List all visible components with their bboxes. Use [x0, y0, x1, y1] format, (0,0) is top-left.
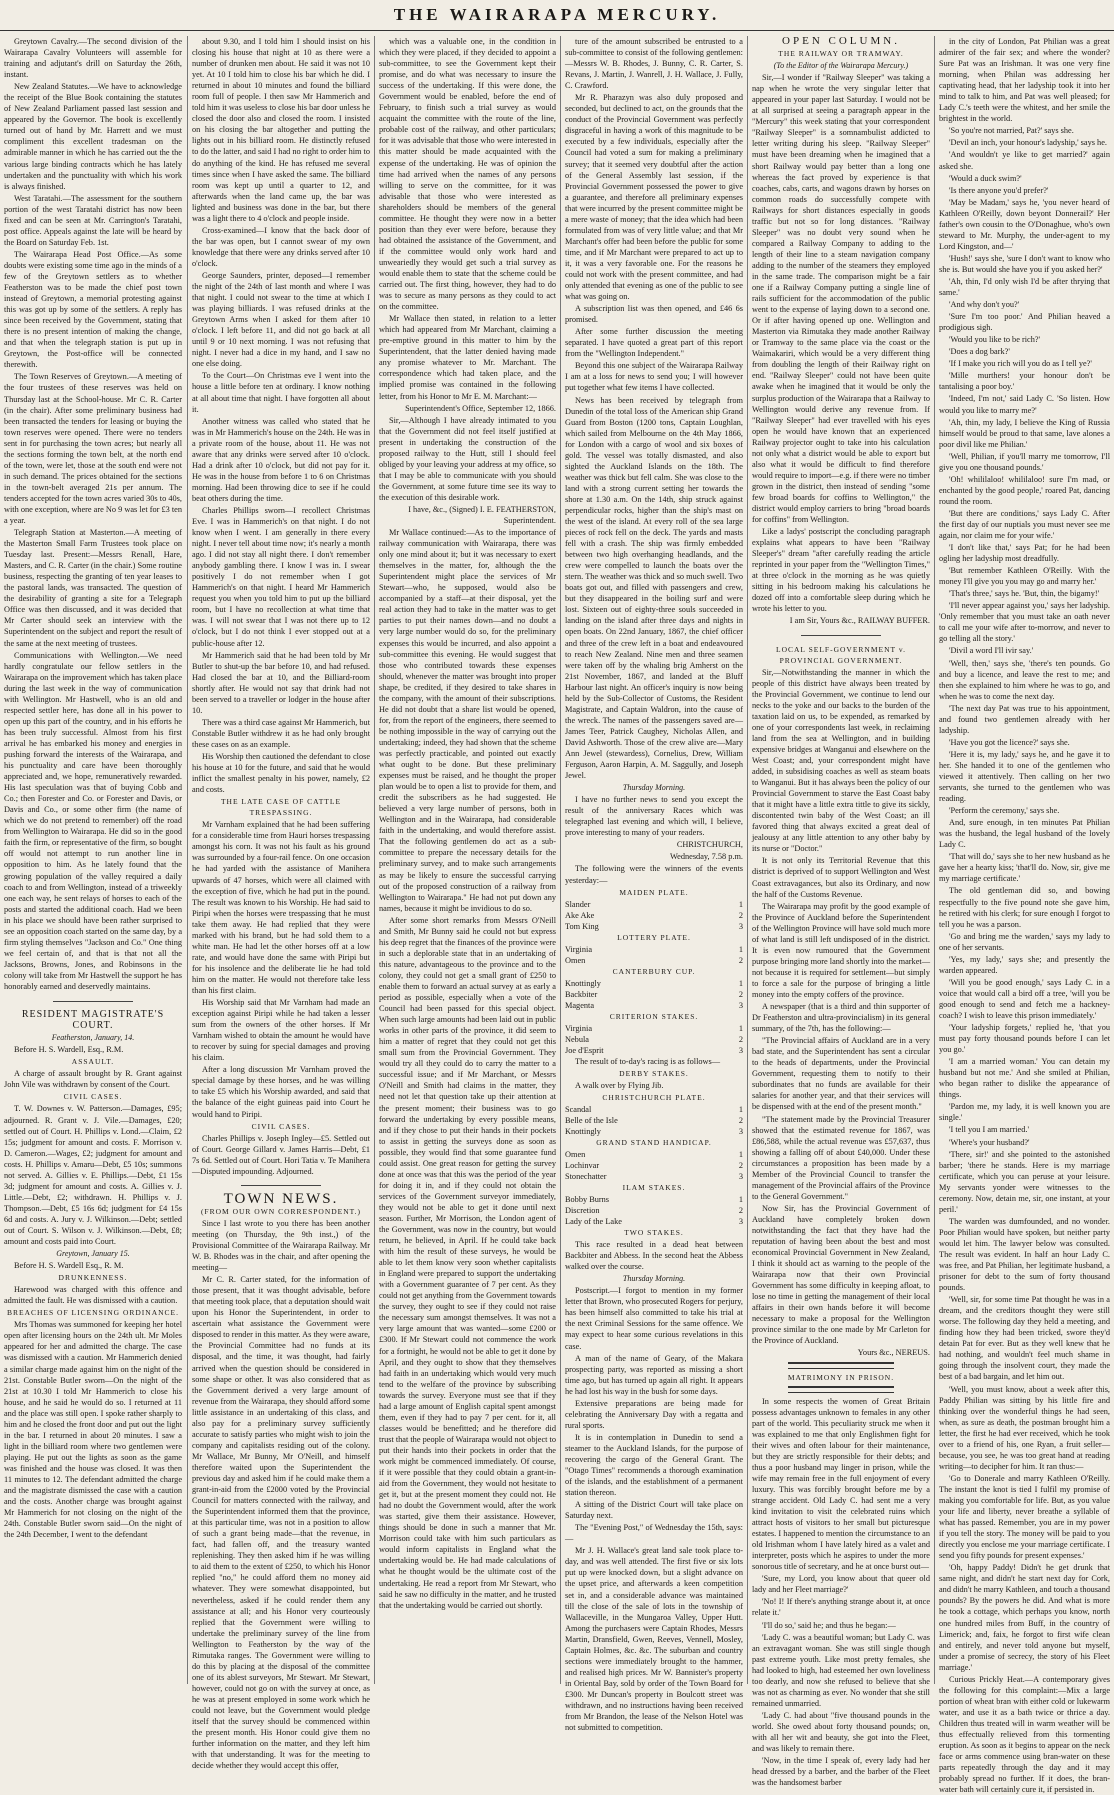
story-paragraph: 'I'll do so,' said he; and thus he began:— — [762, 1620, 896, 1630]
letter-signature: I am Sir, Yours &c., RAILWAY BUFFER. — [789, 616, 930, 626]
court-dateline: Featherston, January, 14. — [51, 1033, 135, 1043]
horse-name: Omen — [565, 1149, 586, 1159]
race-row — [565, 944, 743, 955]
story-paragraph: 'Indeed, I'm not,' said Lady C. 'So listen. How would you like to marry me?' — [939, 394, 1110, 415]
town-news-paragraph: A subscription list was then opened, and £46 6s promised. — [565, 304, 743, 325]
placing: 3 — [738, 1217, 743, 1227]
story-paragraph: 'Ah, thin, I'd only wish I'd be after thrying that same.' — [939, 276, 1110, 298]
town-news-paragraph: Extensive preparations are being made for celebrating the Anniversary Day with a regatta and rural sports. — [565, 1398, 743, 1430]
town-news-paragraph: The "Evening Post," of Wednesday the 15th, says:— — [565, 1523, 743, 1544]
court-paragraph: His Worship then cautioned the defendant to close his house at 10 for the future, and said that he would inflict the smallest penalty in his power, namely, £2 and costs. — [192, 752, 370, 795]
placing: 1 — [738, 1104, 743, 1114]
story-paragraph: 'No! I! If there's anything strange about it, at once relate it.' — [752, 1597, 930, 1618]
race-row — [565, 1216, 743, 1227]
story-paragraph: 'Lady C. was a beautiful woman; but Lady C. was an extravagant woman. She was still single though past extreme youth. Like most pretty females, she had looked to high, had esteemed her own loveliness too dearly, and now she refused to believe that she was not as charming as ever. No wonder that she still remained unmarried. — [752, 1632, 930, 1708]
court-paragraph: There was a third case against Mr Hammerich, but Constable Butler withdrew it as he had only brought these cases on as an example. — [192, 717, 370, 749]
section-label: BREACHES OF LICENSING ORDINANCE. — [6, 1308, 179, 1318]
placing: 2 — [738, 955, 743, 965]
race-results-table — [565, 1149, 743, 1182]
town-news-paragraph: The result of to-day's racing is as follows— — [575, 1056, 721, 1066]
section-label: CIVIL CASES. — [63, 1092, 123, 1102]
horse-name: Joe d'Esprit — [565, 1045, 604, 1055]
placing: 1 — [738, 1195, 743, 1205]
story-paragraph: 'That will do,' says she to her new husband as he gave her a hearty kiss; 'that'll do. Now, sir, give me my marriage certificate.' — [939, 852, 1110, 884]
article-communications: Communications with Wellington.—We need hardly congratulate our fellow settlers in the Wairarapa on the improvement which has taken place during the last week in the way of communication with Wellington. Mr Hastwell, who is an old and respected settler here, has done all in his power to open up this part of the country, and in his efforts he has been truly successful. Almost from his first arrival he has embarked his money and energies in pushing forward the interests of the Wairarapa, and his punctuality and care have been thoroughly appreciated and, we hope, remuneratively rewarded. His last speculation was that of buying Cobb and Co.; then Forester and Co. or Forester and Davis, or Davis and Co., or some other firm (the name of which we do not pretend to remember) off the road from Wellington to Wairarapa. He did so in the good faith the firm, or representative of the firm, so bought off would not attempt to run another line in opposition to him. As he lately found that the growing population of the valley required a daily coach to and from Wellington, instead of a triweekly one each way, he sent relays of horses to each of the posts and started the additional coach. Had we been in his place we should have been rather surprised to see an opposition coach started on the same day, by a firm styling themselves "Jackson and Co." One thing we feel certain of, and that is that not all the Jacksons, Browns, Jones, and Robinsons in the colony will take from Mr Hastwell the support he has honorably earned and deservedly maintains. — [4, 650, 182, 991]
town-news-paragraph: Since I last wrote to you there has been another meeting (on Thursday, the 9th inst.,) of the Provisional Committee of the Wairarapa Railway. Mr W. B. Rhodes was in the chair, and after opening the meeting— — [192, 1218, 370, 1273]
horse-name: Knottingly — [565, 1126, 601, 1136]
court-paragraph: Charles Phillips sworn—I recollect Christmas Eve. I was in Hammerich's on that night. I do not know when I went. I am generally in there every night. I never tell about time now; it's nearly a month ago. I did not stay all night there. I don't remember anybody gambling there. I know I was in. I swear positively I do not remember when I got Hammerich's on that night. I heard Mr Hammerich request you when you told him to put up the billiard room, but I have no recollection at what time that was. I will not swear that I was not there up to 12 o'clock, but I do not think I ever stopped out at a public-house after 12. — [192, 505, 370, 648]
town-news-paragraph: ture of the amount subscribed be entrusted to a sub-committee to consist of the following gentlemen:—Messrs W. B. Rhodes, J. Bunny, C. R. Carter, S. Revans, J. Martin, J. Wanrell, J. H. Wallace, J. Fully, C. Crawford. — [565, 37, 743, 91]
story-paragraph: 'Sure, my Lord, you know about that queer old lady and her Fleet marriage?' — [752, 1574, 930, 1595]
horse-name: Knottingly — [565, 978, 601, 988]
town-news-paragraph: Mr C. R. Carter stated, for the information of those present, that it was thought advisable, before that meeting took place, that a deputation should wait upon his Honor the Superintendent, in order to ascertain what assistance the Government were disposed to render in this matter. As they were aware, the Provincial Committee had no funds at its disposal, and the time, it was thought, had fairly arrived when the question should be considered in some shape or other. It was also considered that as the Government derived a very large amount of revenue from the Wairarapa, they should afford some little assistance in an undertaking of this class, and also pay for a preliminary survey sufficiently accurate to satisfy parties who might wish to join the company and capitalists residing out of the colony. Mr Wallace, Mr Bunny, Mr O'Neill, and himself therefore waited upon the Superintendent the previous day and asked him if he could make them a grant-in-aid from the £2000 voted by the Provincial Council for matters connected with the railway, and the Superintendent informed them that the province, at this particular time, was not in a position to allow of such a grant being made—that the revenue, in fact, had fallen off, and the treasury wanted replenishing. They then asked him if he was willing to aid them to the extent of £250, to which his Honor replied "no," he could afford them no money aid whatever. They were somewhat disappointed, but nevertheless, asked if he could render them any assistance at all; and his Honor very courteously replied that the Government were willing to undertake the preliminary survey of the line from Wellington to Featherston by the way of the Rimutaka ranges. The Government were willing to do this by placing at the disposal of the committee one of its ablest surveyors, Mr Stewart. Mr Stewart, however, could not go on with the survey at once, as he was at present employed in some work which he could not leave, but the Government would pledge itself that the survey should be commenced within the present month. His Honor could give them no further information on the matter, and they left him with that understanding. It was for the meeting to decide whether they would accept this offer, — [192, 1275, 370, 1771]
letter-body: "The Provincial affairs of Auckland are in a very bad state, and the Superintendent has sent a circular to the heads of departments, under the Provincial Government, requesting them to notify to their subordinates that no funds are available for their salaries for another year, and that their services will be dispensed with at the end of the present month." — [752, 1036, 930, 1112]
race-title: MAIDEN PLATE. — [619, 887, 689, 897]
letter-title: LOCAL SELF-GOVERNMENT v. PROVINCIAL GOVERNMENT. — [776, 644, 906, 665]
shipwreck-report: News has been received by telegraph from Dunedin of the total loss of the American ship Grand Guard from Boston (1200 tons, Captain Loughlan, which sailed from Melbourne on the 4th May 1866, for London with a cargo of wool and six boxes of gold. The vessel was totally dismasted, and also sighted the Auckland Islands on the 18th. The weather was thick but fell calm. She was close to the land with a strong current setting her towards the shore at 1.30 a.m. On the 14th, ship struck against perpendicular rocks, higher than the ship's mast on the west of the island. At every roll of the sea large pieces of rock fell on the deck. The yards and masts fell with a crash. The ship was firmly embedded between two high overhanging headlands, and the crew were compelled to launch the boats over the stern. The weather was thick and so much swell. Two boats got out, and filled with passengers and crew, but they disappeared in the boiling surf and were lost. Sixteen out of eighty-three souls succeeded in landing on the island after three days and nights in open boats. On 22nd January, 1867, the chief officer and three of the crew left in a boat and endeavoured to reach New Zealand. Nine men and three seamen were taken off by the whaling brig Amherst on the 21st November, 1867, and landed at the Bluff Harbour last night. An officer's inquiry is now being held by the Sub-Collector of Customs, the Resident Magistrate, and Captain Waldron, into the cause of the wreck. The names of the passengers saved are—James Teer, Patrick Caughey, Nicholas Allen, and David Ashworth. Those of the crew alive are—Mary Ann Jewel (stewardess), Cornelius, Drew, William Ferguson, Aaron Harpin, A. M. Saggully, and Joseph Jewel. — [565, 395, 743, 781]
story-paragraph: 'Your ladyship forgets,' replied he, 'that you must pay forty thousand pounds before I can let you go.' — [939, 1023, 1110, 1055]
story-paragraph: 'Go to Donerale and marry Kathleen O'Reilly. The instant the knot is tied I fulfil my promise of making you comfortable for life. But, as you value your life and liberty, never breathe a syllable of what has passed. Remember, you are in my power if you tell the story. The money will be paid to you directly you enclose me your marriage certificate. I send you fifty pounds for present expenses.' — [939, 1473, 1110, 1561]
horse-name: Ake Ake — [565, 910, 595, 920]
placing: 3 — [738, 1045, 743, 1055]
court-cases: Charles Phillips v. Joseph Ingley—£5. Settled out of Court. George Gillard v. James Harris—Debt, £1 7s 6d. Settled out of Court. Hori Tatia v. Te Manihera—Disputed impounding. Adjourned. — [192, 1133, 370, 1176]
horse-name: Backbiter — [565, 989, 598, 999]
story-paragraph: 'I tell you I am married.' — [949, 1125, 1029, 1135]
race-row — [565, 1000, 743, 1011]
story-paragraph: 'May be Madam,' says he, 'you never heard of Kathleen O'Reilly, down beyont Donnerail?' Her father's own cousin to the O'Donaghue, who's own steward to Mr. Murphy, the under-agent to my Lord Kingston, and—' — [939, 197, 1110, 251]
court-paragraph: about 9.30, and I told him I should insist on his closing his house that night at 10 as there were a number of drunken men about. He said it was not 10 yet. At 10 I told him to close his bar which he did. I returned in about 10 minutes and found the billiard room full of people. I then saw Mr Hammerich and told him it was useless to close his bar door unless he closed the door also and closed the room. I insisted on his closing the bar altogether and putting the lights out in his billiard room. He distinctly refused to do the latter, and said I had no right to order him to do anything of the kind. He has refused me several times since when I have asked the same. The billiard room was kept up until a quarter to 12, and afterwards when the land came up, the bar was lighted and business was done in the bar, but there was a light there to 4 o'clock and people inside. — [192, 37, 371, 223]
story-paragraph: 'Well, then,' says she, 'there's ten pounds. Go and buy a licence, and leave the rest to me; and then she explained to him where he was to go, and when he was to come the next day. — [939, 658, 1110, 701]
town-news-paragraph: A walk over by Flying Jib. — [575, 1080, 664, 1090]
article-nz-statutes: New Zealand Statutes.—We have to acknowledge the receipt of the Blue Book containing the statutes of New Zealand Parliament passed last session and appeared by the Governor. The book is excellently turned out of hand by Mr. Harrett and we must compliment this excellent tradesman on the admirable manner in which he has carried out the the various large binding contracts which he has lately undertaken and the punctuality with which his work is always finished. — [4, 82, 182, 191]
town-news-paragraph: After some further discussion the meeting separated. I have quoted a great part of this report from the "Wellington Independent." — [565, 327, 743, 359]
race-results-table — [565, 978, 743, 1011]
placing: 3 — [738, 1171, 743, 1181]
letter-signature: I have, &c., (Signed) I. E. FEATHERSTON, Superintendent. — [408, 504, 556, 526]
race-title: DERBY STAKES. — [619, 1068, 689, 1078]
story-paragraph: 'Would you like to be rich?' — [949, 335, 1041, 345]
column-2 — [192, 36, 371, 1771]
story-paragraph: 'And wouldn't ye like to get married?' again asked she. — [939, 150, 1110, 171]
horse-name: Nebula — [565, 1034, 589, 1044]
town-news-paragraph: Mr Wallace then stated, in relation to a letter which had appeared from Mr Marchant, claiming a pre-emptive ground in this matter to him by the Superintendent, that the latter denied having made any promise whatever to Mr. Marchant. The correspondence which had taken place, and the implied promise was contained in the following letter, from his Honor to Mr E. M. Marchant:— — [379, 314, 556, 401]
race-row — [565, 1104, 743, 1115]
horse-name: Virginia — [565, 1023, 593, 1033]
column-5 — [752, 35, 930, 1788]
story-paragraph: 'Have you got the licence?' says she. — [949, 737, 1070, 747]
story-paragraph: 'The next day Pat was true to his appointment, and found two gentlemen already with her ladyship. — [939, 703, 1110, 735]
race-results-table — [565, 1104, 743, 1137]
story-paragraph: 'If I make you rich will you do as I tell ye?' — [949, 359, 1092, 369]
town-news-paragraph: It is in contemplation in Dunedin to send a steamer to the Auckland Islands, for the purpose of recovering the cargo of the General Grant. The "Otago Times" recommends a thorough examination of the islands, and the establishment of a permanent station thereon. — [565, 1432, 743, 1498]
court-paragraph: Cross-examined—I know that the back door of the bar was open, but I cannot swear of my own knowledge that there were any drinks served after 10 o'clock. — [192, 225, 370, 268]
race-row — [565, 1205, 743, 1216]
letter-body: Sir,—Notwithstanding the manner in which the people of this district have always been treated by the Provincial Government, we continue to lend our necks to the yoke and our backs to the burden of the taxation laid on us, to be expended, as remarked by one of your correspondents last week, in reclaiming land from the sea at Wellington, and in building expensive bridges at Wanganui and elsewhere on the West Coast; and, your correspondent might have added, in subsidising coaches as well as steam boats to Wanganui. But it has always been the policy of our Provincial Government to starve the East Coast baby that it might have a little extra tittle to give its sickly, discontented twin baby of the West Coast; an ill favored thing that always excited a great deal of jealousy at any little attention to any other baby by its nurse or "Doctor." — [752, 667, 930, 854]
town-news-paragraph: I have no further news to send you except the result of the anniversary Races which was telegraphed last evening and which will, I believe, prove interesting to many of your readers. — [565, 795, 743, 838]
telegram-place: CHRISTCHURCH, — [676, 840, 743, 850]
race-results-table — [565, 1023, 743, 1056]
letter-body: Sir,—Although I have already intimated to you that the Government did not feel itself justified at present in undertaking the construction of the proposed railway to the Hutt, still I should feel obliged by your leaving your address at my office, so that I may be able to communicate with you should the Government, at some future time see its way to the execution of this desirable work. — [379, 415, 556, 502]
race-row — [565, 1034, 743, 1045]
column-rule — [374, 36, 375, 1684]
story-paragraph: 'Well, sir, for some time Pat thought he was in a dream, and the creditors thought they were still worse. The following day they held a meeting, and finding how they had been tricked, swore they'd detain Pat for ever. But as they well knew that he had nothing, and wouldn't feel much shame in going through the insolvent court, they made the best of a bad bargain, and let him out. — [939, 1295, 1110, 1382]
placing: 2 — [738, 910, 743, 920]
story-paragraph: 'Ah, thin, my lady, I believe the King of Russia himself would be proud to that same, lave alones a poor divil like me Philian.' — [939, 417, 1110, 449]
column-3 — [379, 36, 556, 1684]
race-row — [565, 1126, 743, 1137]
story-paragraph: 'Hush!' says she, 'sure I don't want to know who she is. But would she have you if you asked her?' — [939, 253, 1110, 274]
story-paragraph: 'Mille murthers! your honour don't be tantalising a poor boy.' — [939, 371, 1110, 392]
divider — [4, 995, 182, 1006]
article-west-taratahi: West Taratahi.—The assessment for the southern portion of the west Taratahi district has now been fixed and can be seen at Mr. Carrington's Taratahi, post office. Appeals against the late will be heard by the Board on Saturday Feb. 1st. — [4, 193, 182, 247]
story-paragraph: 'Where's your husband?' — [949, 1137, 1030, 1147]
letter-body: It is not only its Territorial Revenue that this district is deprived of to support Wellington and West Coast extravagances, but also its Ordinary, and now the half of the Customs Revenue. — [752, 856, 930, 899]
town-news-paragraph: which was a valuable one, in the condition in which they were placed, if they decided to appoint a sub-committee, to see the Government kept their promise, and do what was necessary to insure the success of the undertaking. If this were done, the Government would be enabled, before the end of February, to finish such a trial survey as would acquaint the committee with the route of the line, probable cost of the railway, and other particulars; for it was advisable that those who were interested in this matter should be made acquainted with the expense of the undertaking. He was of opinion the time had arrived when the names of any persons willing to serve on the committee, for it was advisable that those who were interested as shareholders should be members of the general committee. He thought they were now in a better position than they ever were before, because they had obtained the assistance of the Government, and if the committee would only work hard and unweariedly they would get such a trial survey as would enable them to state that the scheme could be carried out. The first thing, however, they had to do was to secure as many persons as they could to act on the committee. — [379, 37, 556, 312]
letter-signature: Yours &c., NEREUS. — [857, 1348, 930, 1358]
story-paragraph: 'Devil an inch, your honour's ladyship,' says he. — [949, 138, 1107, 148]
letter-address: (To the Editor of the Wairarapa Mercury.) — [773, 61, 909, 71]
placing: 1 — [738, 1149, 743, 1159]
letter-body: Now Sir, has the Provincial Government of Auckland have completely broken down notwithstanding the fact that they have had the reputation of having been about the best and most economical Provincial Government in New Zealand, I think it should act as warning to the people of the Wairarapa now that their own Provincial Government has some difficulty in keeping afloat, to lose no time in getting the management of their local affairs in their own hands before it will become necessary to make a proposal for the Wellington province similar to the one made by Mr Carleton for the Province of Auckland. — [752, 1203, 930, 1346]
town-news-paragraph: Postscript.—I forgot to mention in my former letter that Brown, who prosecuted Rogers for perjury, has been himself also committed to take his trial at the next Criminal Sessions for the same offence. We may expect to hear some curious revelations in this case. — [565, 1286, 743, 1351]
story-paragraph: 'Oh! whililaloo! whililaloo! sure I'm mad, or enchanted by the good people,' roared Pat, dancing round the room. — [939, 474, 1110, 506]
story-paragraph: 'Would a duck swim?' — [949, 173, 1022, 183]
newspaper-title: THE WAIRARAPA MERCURY. — [393, 5, 721, 24]
court-cases: T. W. Downes v. W. Patterson.—Damages, £95; adjourned. R. Grant v. J. Vile.—Damages, £20; settled out of Court. H. Phillips v. Lond.—Claim, £2 15s; judgment for amount and costs. F. Morrison v. D. Cameron.—Wages, £2; judgment for amount and costs. H. Phillips v. Amaru—Debt, £5 10s; summons not served. A. Gillies v. E. Phillips.—Debt, £1 15s 3d; judgment for amount and costs. A. Gillies v. J. Little.—Debt, £2; withdrawn. H. Phillips v. J. Thompson.—Debt, £5 16s 6d; judgment for £4 15s 6d and costs. A. Jury v. J. Wilkinson.—Debt; settled out of Court. S. Wilson v. J. Wilkinson.—Debt, £8; amount and costs paid into Court. — [4, 1104, 182, 1247]
town-news-paragraph: Mr R. Pharazyn was also duly proposed and seconded, but declined to act, on the grounds that the conduct of the Provincial Government was perfectly disgraceful in having a work of this magnitude to be executed by a few individuals, especially after the Council had voted a sum for making a preliminary survey; that it seemed very doubtful after the action of the General Assembly last session, if the Provincial Government possessed the power to give a guarantee, and therefore all preliminary expenses that were incurred by the present committee might be a mere waste of money; that the idea which had been formulated from was of very little value; and that Mr Marchant's offer had been before the public for some time, and if Mr Marchant were prepared to act up to it, it was a very favorable one. For the reasons he could not work with the present committee, and had only attended that evening as one of the public to see what was going on. — [565, 93, 743, 302]
town-news-paragraph: Mr J. H. Wallace's great land sale took place to-day, and was well attended. The first five or six lots put up were knocked down, but a slight advance on the upset price, and afterwards a keen competition set in, and a considerable advance was maintained till the close of the sale of lots in the township of Wallaceville, in the Mungaroa Valley, Upper Hutt. Among the purchasers were Captain Rhodes, Messrs Martin, Dransfield, Gwen, Reeves, Vennell, Mosley, Captain Holmes, &c. &c. The suburban and country sections were immediately brought to the hammer, and realised high prices. Mr W. Bannister's property in Oriental Bay, sold by order of the Town Board for £300. Mr Duncan's property in Boulcott street was withdrawn, and no instructions having been received from Mr Brandon, the lease of the Nelson Hotel was not submitted to competition. — [565, 1546, 743, 1733]
story-paragraph: 'Well, Philian, if you'll marry me tomorrow, I'll give you one thousand pounds.' — [939, 451, 1110, 472]
horse-name: Belle of the Isle — [565, 1115, 618, 1125]
horse-name: Slander — [565, 899, 591, 909]
placing: 2 — [738, 1206, 743, 1216]
town-news-paragraph: Mr Wallace continued:—As to the importance of railway communication with Wairarapa, there was only one mind about it; but it was necessary to exert themselves in the matter, for, although the the Superintendent might place the services of Mr Stewart—who, he supposed, would also be accompanied by a staff—at their disposal, yet the real action they had to take in the matter was to get parties to put their names down—and no doubt a very large number would do so, for the preliminary expenses this would be incurred, and also appoint a sub-committee this evening. He would suggest that those who contributed towards these expenses should, whenever the matter was brought into proper shape, be credited, if they desired to take shares in the company, with the amount of their subscriptions. He did not doubt that a share list would be opened, for, from the report of the engineers, there seemed to be nothing impossible in the way of carrying out the undertaking; indeed, they had shown that the scheme was perfectly practicable, and pointed out exactly what ought to be done. But these preliminary expenses must be raised, and he thought the proper plan would be to open a list to provide for them, and credit the subscribers as he had suggested. He believed a very large number of persons, both in Wellington and in the Wairarapa, had considerable faith in the undertaking, and would therefore assist. That the following gentlemen do act as a sub-committee to prepare the necessary details for the preliminary survey, and to make such arrangements as may be likely to ensure the successful carrying out of the proposed construction of a railway from Wellington to Wairarapa." He had not put down any names, because it might be invidious to do so. — [379, 528, 556, 913]
court-paragraph: Harewood was charged with this offence and admitted the fault. He was dismissed with a caution. — [4, 1285, 182, 1306]
story-paragraph: 'Does a dog bark?' — [949, 347, 1010, 357]
column-rule — [934, 36, 935, 1684]
horse-name: Discretion — [565, 1206, 600, 1216]
court-paragraph: A charge of assault brought by R. Grant against John Vile was withdrawn by consent of the Court. — [4, 1069, 182, 1090]
race-title: LOTTERY PLATE. — [617, 932, 691, 942]
horse-name: Bobby Burns — [565, 1195, 610, 1205]
town-news-heading: TOWN NEWS. — [223, 1190, 339, 1207]
placing: 1 — [738, 1023, 743, 1033]
race-row — [565, 1194, 743, 1205]
race-row — [565, 899, 743, 910]
placing: 3 — [738, 1126, 743, 1136]
section-label: CIVIL CASES. — [251, 1121, 311, 1131]
column-4 — [565, 36, 743, 1733]
placing: 2 — [738, 1115, 743, 1125]
story-paragraph: 'Well, you must know, about a week after this, Paddy Philian was sitting by his little fire and thinking over the wonderful things he had seen, when, as sure as death, the postman brought him a letter, the first he had ever received, which he took over to a friend of his, one Ryan, a fruit seller—because, you see, he was too great hand at reading writing—to decipher for him. It ran thus:— — [939, 1384, 1110, 1471]
story-paragraph: 'But there are conditions,' says Lady C. After the first day of our nuptials you must never see me again, nor claim me for your wife.' — [939, 508, 1110, 541]
horse-name: Lady of the Lake — [565, 1217, 622, 1227]
town-news-paragraph: The following were the winners of the events yesterday:— — [565, 864, 743, 885]
letter-body: Like a ladys' postscript the concluding paragraph explains what appears to have been "Railway Sleeper's" dream "after carefully reading the article reprinted in your paper from the "Wellington Times," at three o'clock in the morning as he was quietly sitting in his bedroom making his calculations he dozed off into a comfortable sleep during which he wrote his letter to you. — [752, 527, 930, 614]
race-title: ILAM STAKES. — [622, 1182, 686, 1192]
placing: 2 — [738, 989, 743, 999]
story-paragraph: 'I don't like that,' says Pat; for he had been ogling her ladyship most dreadfully. — [939, 543, 1110, 564]
court-heading: RESIDENT MAGISTRATE'S COURT. — [21, 1009, 165, 1032]
column-rule — [560, 36, 561, 1684]
town-news-paragraph: Beyond this one subject of the Wairarapa Railway I am at a loss for news to send you; I will however put together what few items I have collected. — [565, 361, 743, 393]
story-paragraph: 'Sure I'm too poor.' And Philian heaved a prodigious sigh. — [939, 312, 1110, 333]
section-label: THE LATE CASE OF CATTLE TRESPASSING. — [220, 797, 342, 818]
court-dateline: Greytown, January 15. — [56, 1249, 130, 1259]
letter-body: "The statement made by the Provincial Treasurer showed that the estimated revenue for 1867, was £86,588, while the actual revenue was £57,637, thus showing a falling off of about £40,000. Under these circumstances a proposition has been made by a Member of the Provincial Council to transfer the management of the Provincial affairs of the Province to the General Government." — [752, 1114, 930, 1201]
court-paragraph: Mrs Thomas was summoned for keeping her hotel open after licensing hours on the 24th ult. Mr Moles appeared for her and admitted the charge. The case was dismissed with a caution. Mr Hammerich denied a similar charge made against him on the night of the 21st. Constable Butler sworn—On the night of the 21st at 10.30 I told Mr Hammerich to close his house, and he said he would do so. I returned at 11 and the place was still open. I spoke rather sharply to him and he closed the front door and put out the light in the bar. I returned in about 20 minutes. I saw a light in the billiard room where two gentlemen were playing. He put out the lights as soon as the game was finished and the house was closed. It was then 11 minutes to 12. The defendant admitted the charge and the magistrate dismissed the case with a caution and the costs. Another charge was brought against Mr Hammerich for not closing on the night of the 24th. Constable Butler sworn said—On the night of the 24th December, I went to the defendant — [4, 1320, 182, 1540]
race-title: GRAND STAND HANDICAP. — [596, 1137, 712, 1147]
race-results-table — [565, 899, 743, 932]
letter-title: THE RAILWAY OR TRAMWAY. — [778, 49, 904, 59]
horse-name: Omen — [565, 955, 586, 965]
open-column-heading: OPEN COLUMN. — [782, 35, 900, 47]
column-1 — [4, 36, 182, 1684]
story-paragraph: 'So you're not married, Pat?' says she. — [949, 126, 1074, 136]
story-paragraph: The old gentleman did so, and bowing respectfully to the five pound note she gave him, he retired with his clerk; for sure enough I forgot to tell you he was a parson. — [939, 886, 1110, 929]
court-paragraph: Mr Varnham explained that he had been suffering for a considerable time from Hauri horses trespassing amongst his corn. It was not his fault as his ground was surrounded by a four-rail fence. On one occasion he had yarded with the assistance of Manihera upwards of 47 horses, which were all claimed with the exception of five, which he had put in the pound. The result was known to his Worship. He had said to Piripi when the horses were trespassing that he must take them away. He had replied that they were marked with his brand, but he had sold them to a white man. He had let the other horses off at a low rate, and would have done the same with Piripi but for his insolence and the deliberate lie he had told him on the matter. He would not therefore take less than his first claim. — [192, 820, 370, 995]
race-row — [565, 910, 743, 921]
placing: 1 — [738, 944, 743, 954]
race-row — [565, 1171, 743, 1182]
section-dateline: Thursday Morning. — [622, 783, 686, 793]
horse-name: Virginia — [565, 944, 593, 954]
town-news-paragraph: A man of the name of Geary, of the Makara prospecting party, was reported as missing a short time ago, but has turned up again all right. It appears he had lost his way in the bush for some days. — [565, 1353, 743, 1396]
letter-body: Sir,—I wonder if "Railway Sleeper" was taking a nap when he wrote the very singular letter that appeared in your paper last Saturday. I would not be at all surprised at seeing a paragraph appear in the "Mercury" this week stating that your correspondent "Railway Sleeper" is a somnambulist addicted to letter writing during his sleep. "Railway Sleeper" must have been dreaming when he imagined that a short Railway would pay better than a long one whereas the fact proved by experience is that coaches, cabs, carts, and wagons drawn by horses on common roads do successfully compete with Railways for short distances especially in goods traffic but not so for long distances. "Railway Sleeper" was no doubt very sound when he compared a Railway Company to adding to the length of their line to a steam navigation company adding to the number of the steamers they employed in the same trade. The comparison might be a fair one if a Railway Company putting a single line of rails sufficient for the accommodation of the public went to the expense of laying down to a second one. Or if after having opened up one. Wellington and Masterton via Rimutaka they made another Railway or Tramway to the same place via the coast or the Waimakariri, which would be a very different thing from doubling the length of their Railway right on end. "Railway Sleeper" could not have been quite awake when he imagined that it would be only the surplus production of the Wairarapa that a Railway to Wellington would derive any revenue from. If "Railway Sleeper" had ever travelled with his eyes open he would have known that an experienced Railway projector ought to take into his calculation not only what a district would be able to export but also what it would be difficult to find therefore would require to import—e.g. if there were no timber grown in the district, then instead of sending "some few broad boards for coffins to Wellington," the district would employ carriers to bring "broad boards for coffins" from Wellington. — [752, 73, 930, 525]
story-paragraph: 'But remember Kathleen O'Reilly. With the money I'll give you you may go and marry her.' — [939, 566, 1110, 587]
divider — [192, 1180, 370, 1191]
placing: 2 — [738, 1160, 743, 1170]
race-row — [565, 1149, 743, 1160]
race-row — [565, 1045, 743, 1056]
race-title: TWO STAKES. — [624, 1228, 684, 1238]
story-paragraph: 'Now, in the time I speak of, every lady had her head dressed by a barber, and the barber of the Fleet was the handsomest barber — [752, 1756, 930, 1788]
column-rule — [187, 36, 188, 1684]
story-paragraph: in the city of London, Pat Philian was a great admirer of the fair sex; and where the wonder? Sure Pat was an Irishman. It was one very fine morning, when Philan was addressing her captivating head, that her ladyship took it into her mind to talk to him, and Pat was well pleased; for Lady C.'s teeth were the whitest, and her smile the brightest in the world. — [939, 37, 1110, 124]
race-results-table — [565, 1194, 743, 1227]
section-dateline: Thursday Morning. — [622, 1274, 686, 1284]
story-paragraph: 'Oh, happy Paddy! Didn't he get drunk that same night, and didn't he start next day for Cork, and didn't he marry Kathleen, and touch a thousand pounds? By the powers he did. And what is more he took a cottage, which perhaps you know, north one hundred miles from Buff, in the country of Limerick; and, faix, he forgot to first wife clean and entirely, and never told anyone but myself, under a promise of secrecy, the story of his Fleet marriage.' — [939, 1563, 1110, 1672]
story-paragraph: 'I'll never appear against you,' says her ladyship. 'Only remember that you must take an oath never to call me your wife after to-morrow, and never to go telling all the story.' — [939, 601, 1110, 644]
town-news-paragraph: After some short remarks from Messrs O'Neill and Smith, Mr Bunny said he could not but express his deep regret that the finances of the province were in such a deplorable state that in an undertaking of this nature, advantageous to the province and to the colony, they could not get a small grant of £250 to enable them to forward an actual survey at as early a period as possible, especially when a vote of the Council had been passed for this special object. When such large amounts had been laid out in public works in other parts of the province, it did seem to him a matter of regret that they could not get this small sum from the Provincial Government. They would try all they could do to carry the matter to a successful issue; and if Mr Marchant, or Messrs O'Neill and Smith had claims in the matter, they need not let that question take up their attention at the present moment; their business was to go forward the undertaking by every possible means, and if they chose to put their hands in their pockets to assist in getting the surveys done as soon as possible, they would find that some guarantee fund could assist. One great reason for getting the survey done at once was that this was the period of the year for doing it in, and if they could not obtain the services of the Government surveyor immediately, they would not be able to get it done until next season. Further, Mr Morrison, the London agent of the Government, was now in the country, but would return, he believed, in April. If he could take back with him the result of these surveys, he would be able to let them know very soon whether capitalists in England were prepared to support the undertaking with a Government guarantee of 7 per cent. As they could not get anything from the Government towards the survey, they ought to see if they could not raise the necessary sum amongst themselves. It was not a very large amount that was wanted—some £200 or £300. If Mr Stewart could not commence the work for a fortnight, he would not be able to get it done by April, and they ought to show that they themselves had faith in an undertaking which would very much tend to the welfare of the province by subscribing towards the survey. Everyone must see that if they had a large amount of English capital spent amongst them, even if they had to pay 7 per cent. for it, all classes would be benefitted; and he therefore did trust that the people of Wairarapa would not object to put their hands into their pockets in order that the work might be commenced immediately. Of course, if it were possible that they could obtain a grant-in-aid from the Government, they would not hesitate to get it, but at the present moment they could not. He had no doubt the Government would, after the work was started, give them their assistance. However, things should be done in such a manner that Mr. Morrison could take with him such particulars as would inform capitalists in England what the undertaking would be. He had made calculations of what he thought would be the ultimate cost of the undertaking. He read a report from Mr Stewart, who said he saw no difficulty in the matter, and he trusted that the undertaking would be carried out shortly. — [379, 915, 556, 1610]
letter-body: A newspaper (that is a third and thin supporter of Dr Featherston and ultra-provincialism) in its general summary, of the 7th, has the following:— — [752, 1002, 930, 1034]
court-paragraph: Mr Hammerich said that he had been told by Mr Butler to shut-up the bar before 10, and had refused. Had closed the bar at 10, and the Billiard-room shortly after. He would not say that drink had not been served to a traveller or lodger in the house after 10. — [192, 650, 370, 715]
race-row — [565, 989, 743, 1000]
court-paragraph: After a long discussion Mr Varnham proved the special damage by these horses, and he was willing to take £5 which his Worship awarded, and said that the balance of the eight guineas paid into Court he would hand to Piripi. — [192, 1065, 370, 1119]
horse-name: Magenta — [565, 1000, 595, 1010]
story-paragraph: 'There, sir!' and she pointed to the astonished barber; 'there he stands. Here is my marriage certificate, which you can peruse at your leisure. My servants yonder were witnesses to the ceremony. Now, detain me, sir, one instant, at your peril.' — [939, 1149, 1110, 1214]
horse-name: Tom King — [565, 921, 599, 931]
race-row — [565, 955, 743, 966]
column-rule — [747, 36, 748, 1684]
court-paragraph: His Worship said that Mr Varnham had made an exception against Piripi while he had taken a lesser sum from the owners of the other horses. If Mr Varnham wished to obtain the amount he would have to recover by suing for special damages and proving his claim. — [192, 998, 370, 1063]
letter-body: The Wairarapa may profit by the good example of the Province of Auckland before the Superintendent of the Wellington Province will have sold much more of what land is still left undisposed of in the district. It is even now rumoured that the Government purpose bringing more land shortly into the market—not because it is required for settlement—but simply to force a sale for the purpose of bringing a little money into the empty coffers of the province. — [752, 901, 930, 999]
story-paragraph: 'Lady C. had about "five thousand pounds in the world. She owed about forty thousand pounds; on, with all her wit and beauty, she got into the Fleet, and was likely to remain there. — [752, 1710, 930, 1754]
masthead — [0, 0, 1114, 31]
court-paragraph: George Saunders, printer, deposed—I remember the night of the 24th of last month and where I was that night. I could not swear to the time at which I was playing billiards. I was refused drinks at the Greytown Arms when I asked for them after 10 o'clock. I left before 11, and did not go back at all until 9 or 10 next morning. I was not refusing that night. I never had a dice in my hand, and I saw no one else doing. — [192, 270, 370, 369]
article-telegraph-station: Telegraph Station at Masterton.—A meeting of the Masterton Small Farm Trustees took place on Tuesday last. Present:—Messrs Renall, Hare, Masters, and C. R. Carter (in the chair.) Some routine business, respecting the granting of ten year leases to the pastoral lands, was transacted. The question of the desirability of granting a site for a Telegraph Office was then discussed, and it was decided that Mr Carter should seek an interview with the Superintendent on the subject and report the result of the same at the next meeting of trustees. — [4, 528, 182, 648]
divider — [752, 629, 930, 640]
article-town-reserves: The Town Reserves of Greytown.—A meeting of the four trustees of these reserves was held on Thursday last at the School-house. Mr C. R. Carter (in the chair). After some preliminary business had been transacted the tenders for leasing or buying the town reserves were opened. There were no tenders sent in for purchasing the town acres; but nearly all the sections forming the town belt, at the north end of the town, were let, those at the south end were not in such demand. The prices obtained for the sections in the town-belt averaged 21s per annum. The tenders accepted for the town acres varied 30s to 40s, with one exception, where are No 9 was let for £3 ten a year. — [4, 372, 182, 526]
horse-name: Scandal — [565, 1104, 592, 1114]
story-paragraph: 'Here it is, my lady,' says he, and he gave it to her. She handed it to one of the gentlemen who viewed it attentively. Then calling on her two servants, she turned to the gentlemen who was reading. — [939, 749, 1110, 804]
placing: 3 — [738, 1000, 743, 1010]
race-row — [565, 978, 743, 989]
race-title: CANTERBURY CUP. — [612, 966, 696, 976]
article-prickly-heat: Curious Prickly Heat.—A contemporary gives the following for this complaint:—Mix a large portion of wheat bran with either cold or lukewarm water, and use it as a bath twice or thrice a day. Children thus treated will in warm weather will be thus effectually relieved from this tormenting eruption. As soon as it begins to appear on the neck face or arms commence using bran-water on these parts repeatedly through the day and it may probably spread no further. If it does, the bran-water bath will certainly cure it, if persisted in. — [939, 1674, 1110, 1795]
court-paragraph: Another witness was called who stated that he was in Mr Hammerich's house on the 24th. He was in a private room of the house, about 11. He was not aware that any drinks were served after 10 o'clock. Had a drink after 10 o'clock, but did not pay for it. He was in the house from before 1 to 6 on Christmas morning. Had been throwing dice to see if he could beat others during the time. — [192, 416, 370, 503]
letter-dateline: Superintendent's Office, September 12, 1866. — [405, 403, 556, 413]
story-paragraph: 'Divil a word I'll ivir say.' — [949, 646, 1034, 656]
ornamental-rule — [788, 1386, 895, 1393]
article-head-post-office: The Wairarapa Head Post Office.—As some doubts were existing some time ago in the minds of a few of the Greytown settlers as to whether Featherston was to be made the chief post town instead of Greytown, a memorial protesting against this was got up by some of the settlers. A reply has since been received by the Government, stating that there is no present intention of making the change, and that when the telegraph station is put up in Greytown, the Post-office will be connected therewith. — [4, 249, 182, 370]
placing: 1 — [738, 978, 743, 988]
story-paragraph: 'Go and bring me the warden,' says my lady to one of her servants. — [939, 931, 1110, 952]
court-before: Before H. S. Wardell Esq., R. M. — [14, 1261, 124, 1271]
telegram-date: Wednesday, 7.58 p.m. — [670, 852, 743, 862]
placing: 2 — [738, 1034, 743, 1044]
story-paragraph: 'Yes, my lady,' says she; and presently the warden appeared. — [939, 954, 1110, 975]
court-paragraph: To the Court—On Christmas eve I went into the house a little before ten at ordinary. I know nothing at all about time that night. I have forgotten all about it. — [192, 371, 370, 414]
story-paragraph: And, sure enough, in ten minutes Pat Philian was the husband, the legal husband of the lovely Lady C. — [939, 818, 1110, 850]
story-paragraph: In some respects the women of Great Britain possess advantages unknown to females in any other part of the world. This peculiarity struck me when it was explained to me that only Englishmen fight for their wives and often labour for their maintenance, but they are strictly responsible for their debts; and thus a poor husband may linger in prison, while the wife may remain free in the full enjoyment of every luxury. This was forcibly brought before me by a strange accident. Old Lady C. had sent me a very kind invitation to visit the celebrated ruins which attract hosts of visitors to her small but picturesque estates. I happened to mention the circumstance to an old Irishman whom I have lately hired as a valet and interpreter, posts which he aspires to under the more sonorous title of secretary, and he at once burst out— — [752, 1396, 930, 1572]
race-row — [565, 921, 743, 932]
placing: 1 — [738, 899, 743, 909]
town-news-paragraph: A sitting of the District Court will take place on Saturday next. — [565, 1500, 743, 1521]
story-paragraph: 'I am a married woman.' You can detain my husband but not me.' And she smiled at Philian, who began rather to dislike the appearance of things. — [939, 1057, 1110, 1100]
race-title: CHRISTCHURCH PLATE. — [602, 1092, 706, 1102]
race-row — [565, 1160, 743, 1171]
article-greytown-cavalry: Greytown Cavalry.—The second division of the Wairarapa Cavalry Volunteers will assemble for training and adjutant's drill on Saturday the 26th, instant. — [4, 37, 182, 80]
section-label: DRUNKENNESS. — [58, 1273, 128, 1283]
race-row — [565, 1023, 743, 1034]
town-news-byline: (FROM OUR OWN CORRESPONDENT.) — [200, 1206, 362, 1216]
race-row — [565, 1115, 743, 1126]
horse-name: Lochinvar — [565, 1160, 600, 1170]
column-6 — [939, 36, 1110, 1795]
court-before: Before H. S. Wardell, Esq., R.M. — [14, 1045, 124, 1055]
story-paragraph: 'Will you be good enough,' says Lady C. in a voice that would call a bird off a tree, 'will you be good enough to send and fetch me a hackney-coach? I wish to leave this prison immediately.' — [939, 977, 1110, 1020]
story-title: MATRIMONY IN PRISON. — [787, 1372, 895, 1382]
ornamental-rule — [788, 1362, 895, 1369]
story-paragraph: 'Is there anyone you'd prefer?' — [949, 185, 1049, 195]
story-paragraph: 'Perform the ceremony,' says she. — [949, 806, 1060, 816]
story-paragraph: 'Pardon me, my lady, it is well known you are single.' — [939, 1102, 1110, 1123]
race-results-table — [565, 944, 743, 966]
placing: 3 — [738, 921, 743, 931]
race-title: CRITERION STAKES. — [609, 1011, 699, 1021]
section-label: ASSAULT. — [71, 1057, 115, 1067]
town-news-paragraph: This race resulted in a dead heat between Backbiter and Abbess. In the second heat the Abbess walked over the course. — [565, 1240, 743, 1272]
horse-name: Stonechatter — [565, 1171, 607, 1181]
story-paragraph: The warden was dumfounded, and no wonder. Poor Philian would have spoken, but neither party would let him. The lawyer below was consulted. The result was evident. In half an hour Lady C. was free, and Pat Philian, her legitimate husband, a prisoner for debt to the sum of forty thousand pounds. — [939, 1216, 1110, 1293]
story-paragraph: 'And why don't you?' — [949, 300, 1020, 310]
story-paragraph: 'That's three,' says he. 'But, thin, the bigamy!' — [949, 589, 1100, 599]
